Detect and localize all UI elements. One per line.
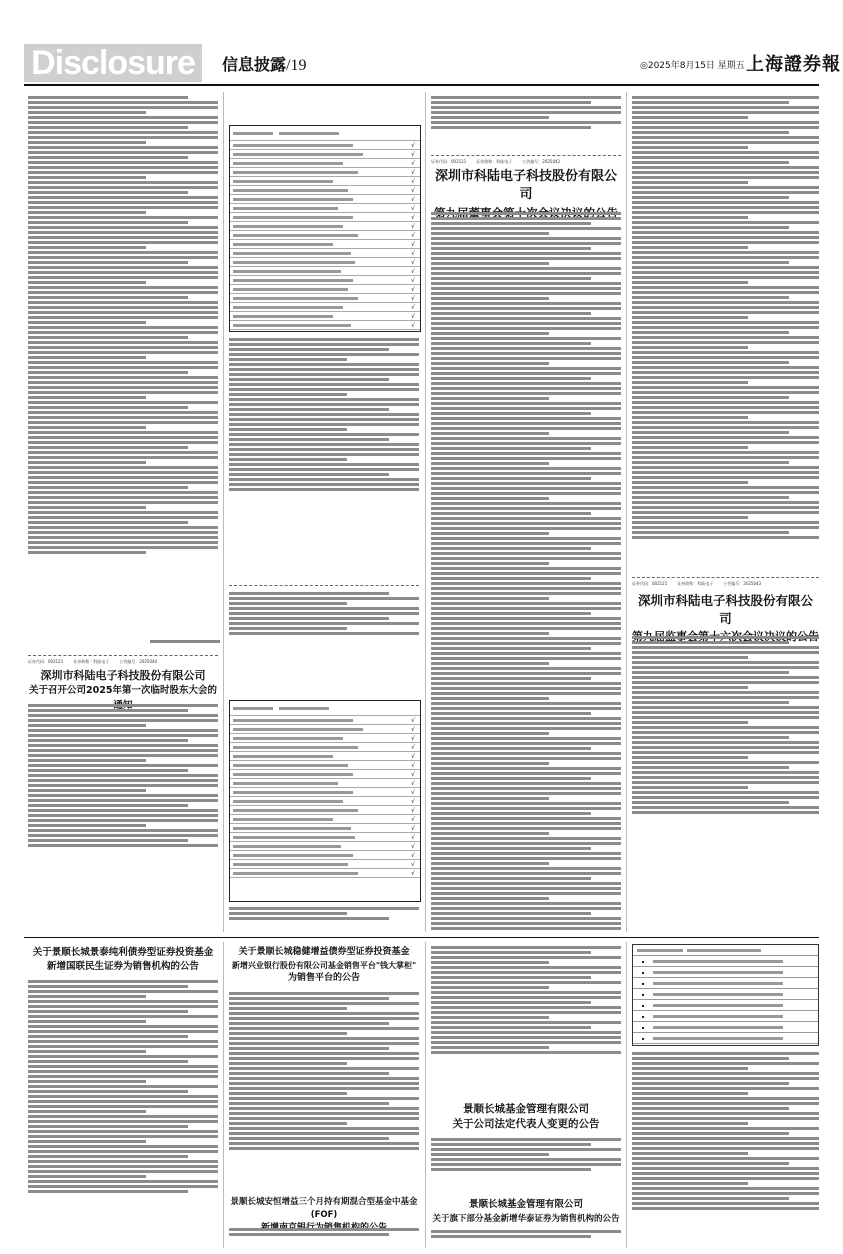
proxy-vote-table: √ √ √ √ √ √ √ √ √ √ √ √ √ √ √ √ √ √: [229, 700, 421, 902]
section-title: [222, 52, 306, 75]
column-divider: [425, 92, 426, 932]
fund-title-line1: 景顺长城安恒增益三个月持有期混合型基金中基金(FOF): [230, 1197, 418, 1220]
fund-title-line1: 景顺长城基金管理有限公司: [463, 1103, 589, 1115]
body-text-column: [229, 1226, 419, 1248]
section-name: 信息披露: [222, 55, 287, 74]
security-code-line: 证券代码：002121 证券简称：科陆电子 公告编号：2025044: [28, 659, 158, 664]
fund-list-table: ▪ ▪ ▪ ▪ ▪ ▪ ▪ ▪: [632, 944, 819, 1046]
company-name: 深圳市科陆电子科技股份有限公司: [637, 593, 813, 626]
body-text-column: [431, 1228, 621, 1248]
body-text-column: [229, 990, 419, 1190]
body-text-column: [229, 590, 419, 665]
fund-title-line2: 新增兴业银行股份有限公司基金销售平台"钱大掌柜": [231, 961, 417, 970]
announcement-title: [431, 1198, 621, 1226]
brand-logo: Disclosure: [24, 44, 202, 82]
notice-title: 关于召开公司2025年第一次临时股东大会的: [29, 685, 217, 696]
newspaper-name: 上海證券報: [746, 54, 841, 75]
fund-title-line2: 新增国联民生证券为销售机构的公告: [46, 961, 199, 972]
body-text-column: [431, 1136, 621, 1196]
header-rule: [24, 84, 819, 86]
section-divider: [229, 585, 419, 586]
security-code-line: 证券代码：002121 证券简称：科陆电子 公告编号：2025043: [632, 581, 762, 586]
section-divider: [431, 155, 621, 156]
column-divider: [626, 92, 627, 932]
fund-title-line2: 关于公司法定代表人变更的公告: [452, 1118, 600, 1130]
page-number: /19: [286, 57, 307, 74]
company-name: 深圳市科陆电子科技股份有限公司: [434, 169, 617, 202]
column-divider: [626, 942, 627, 1248]
body-text-column: [28, 978, 218, 1248]
column-divider: [223, 942, 224, 1248]
body-text-column: [431, 210, 621, 932]
issue-date: ◎2025年8月15日 星期五: [640, 61, 745, 71]
body-text-column: [229, 905, 419, 933]
fund-title-line1: 景顺长城基金管理有限公司: [468, 1199, 583, 1210]
section-rule: [24, 937, 819, 938]
announcement-title: [431, 1102, 621, 1132]
section-divider: [632, 577, 819, 578]
announcement-title: [229, 946, 419, 985]
masthead: [0, 0, 843, 80]
fund-title-line1: 关于景顺长城稳健增益债券型证券投资基金: [238, 947, 410, 957]
body-text-column: [632, 1050, 819, 1248]
body-text-column: [632, 634, 819, 932]
fund-title-line1: 关于景顺长城景泰纯利债券型证券投资基金: [32, 947, 214, 958]
column-divider: [223, 92, 224, 932]
proposal-table: √ √ √ √ √ √ √ √ √ √ √ √ √ √ √ √ √ √ √ √ √: [229, 125, 421, 332]
fund-title-line3: 为销售平台的公告: [287, 973, 360, 983]
body-text-column: [28, 702, 218, 932]
signature-line: [150, 640, 220, 643]
body-text-column: [229, 336, 419, 581]
company-name: 深圳市科陆电子科技股份有限公司: [40, 669, 206, 682]
body-text-column: [431, 944, 621, 1094]
body-text-column: [632, 94, 819, 574]
column-divider: [425, 942, 426, 1248]
body-text-column: [431, 94, 621, 150]
security-code-line: 证券代码：002121 证券简称：科陆电子 公告编号：2025042: [431, 159, 561, 164]
body-text-column: [28, 94, 218, 649]
fund-title-line2: 关于旗下部分基金新增华泰证券为销售机构的公告: [432, 1214, 620, 1224]
section-divider: [28, 655, 218, 656]
announcement-title: [28, 946, 218, 974]
